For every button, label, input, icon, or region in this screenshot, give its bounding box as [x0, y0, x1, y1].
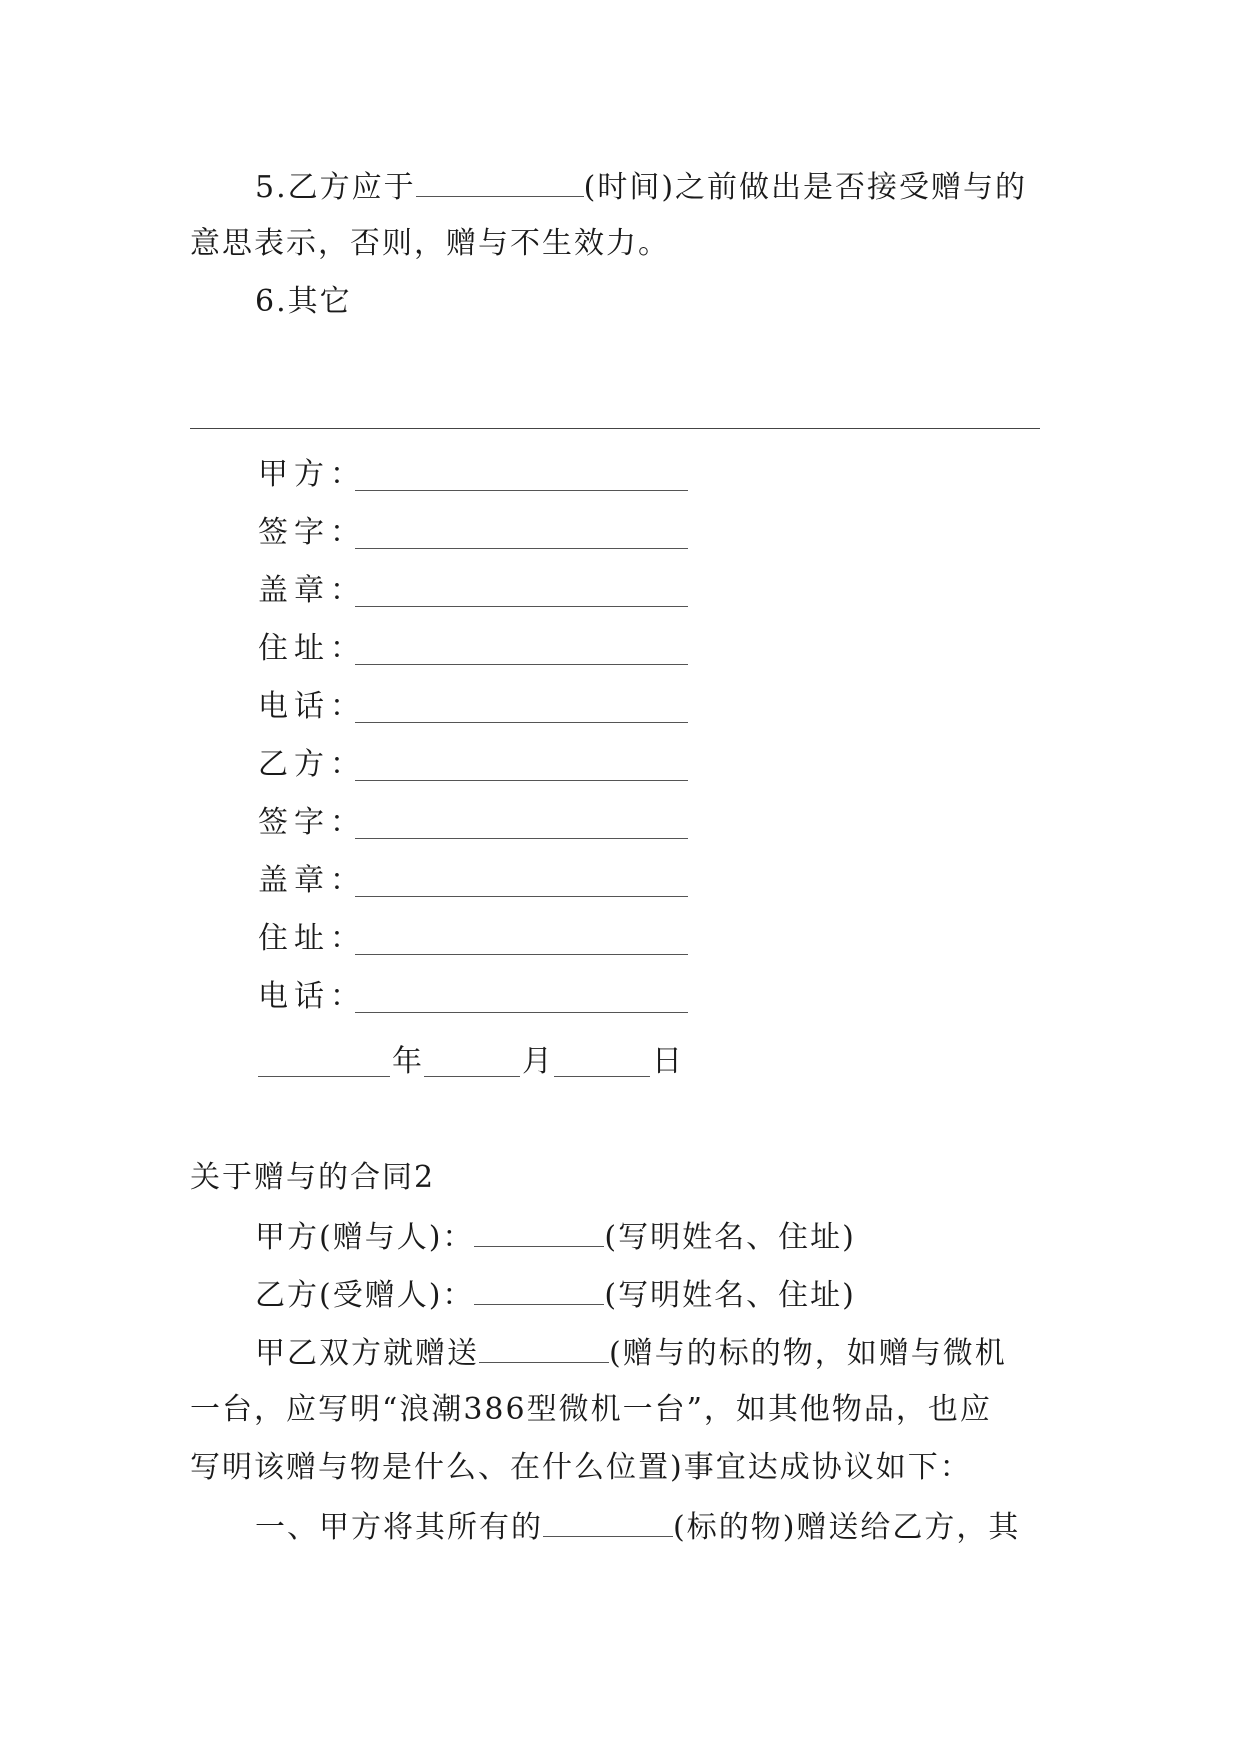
clause-5-suffix: (时间)之前做出是否接受赠与的	[583, 170, 1028, 205]
field-blank[interactable]	[355, 722, 688, 723]
field-label: 签字：	[258, 805, 366, 840]
signature-field-row	[258, 745, 858, 803]
clause-6: 6.其它	[255, 284, 352, 319]
party-b-blank[interactable]	[474, 1274, 604, 1305]
intro-prefix: 甲乙双方就赠送	[255, 1336, 479, 1371]
clause-1-suffix: (标的物)赠送给乙方，其	[673, 1510, 1021, 1545]
intro-line-3: 写明该赠与物是什么、在什么位置)事宜达成协议如下：	[190, 1450, 972, 1485]
field-label: 住址：	[258, 631, 366, 666]
party-b-line	[255, 1274, 856, 1316]
intro-line-1	[255, 1332, 1007, 1374]
clause-5-line-2: 意思表示，否则，赠与不生效力。	[190, 226, 670, 261]
field-blank[interactable]	[355, 896, 688, 897]
other-terms-line[interactable]	[190, 428, 1040, 429]
signature-field-row	[258, 803, 858, 861]
year-blank[interactable]	[258, 1076, 390, 1077]
signature-field-row	[258, 861, 858, 919]
field-blank[interactable]	[355, 1012, 688, 1013]
signature-field-row	[258, 919, 858, 977]
party-a-suffix: (写明姓名、住址)	[604, 1220, 856, 1255]
signature-field-row	[258, 687, 858, 745]
field-blank[interactable]	[355, 548, 688, 549]
field-blank[interactable]	[355, 954, 688, 955]
field-label: 电话：	[258, 689, 366, 724]
party-a-prefix: 甲方(赠与人)：	[255, 1220, 475, 1255]
intro-suffix: (赠与的标的物，如赠与微机	[609, 1336, 1007, 1371]
field-label: 签字：	[258, 515, 366, 550]
party-b-suffix: (写明姓名、住址)	[604, 1278, 856, 1313]
party-b-prefix: 乙方(受赠人)：	[255, 1278, 475, 1313]
signature-field-row	[258, 977, 858, 1035]
party-a-blank[interactable]	[474, 1216, 604, 1247]
month-label: 月	[522, 1044, 552, 1079]
intro-line-2: 一台，应写明“浪潮386型微机一台”，如其他物品，也应	[190, 1392, 992, 1427]
field-blank[interactable]	[355, 490, 688, 491]
signature-field-row	[258, 513, 858, 571]
field-blank[interactable]	[355, 838, 688, 839]
clause-1-line	[255, 1506, 1020, 1548]
year-label: 年	[392, 1044, 422, 1079]
subject-blank[interactable]	[543, 1506, 673, 1537]
contract-2-title: 关于赠与的合同2	[190, 1160, 436, 1195]
field-blank[interactable]	[355, 780, 688, 781]
month-blank[interactable]	[424, 1076, 520, 1077]
signature-field-row	[258, 629, 858, 687]
field-label: 乙方：	[258, 747, 366, 782]
field-label: 甲方：	[258, 457, 366, 492]
field-label: 住址：	[258, 921, 366, 956]
field-label: 盖章：	[258, 573, 366, 608]
field-label: 盖章：	[258, 863, 366, 898]
field-blank[interactable]	[355, 664, 688, 665]
signature-field-row	[258, 455, 858, 513]
day-label: 日	[652, 1044, 682, 1079]
signature-fields	[258, 455, 858, 1035]
signature-field-row	[258, 571, 858, 629]
field-blank[interactable]	[355, 606, 688, 607]
time-blank[interactable]	[416, 166, 584, 197]
clause-1-prefix: 一、甲方将其所有的	[255, 1510, 543, 1545]
clause-5-line-1	[255, 166, 1027, 208]
gift-blank[interactable]	[479, 1332, 609, 1363]
day-blank[interactable]	[554, 1076, 650, 1077]
field-label: 电话：	[258, 979, 366, 1014]
clause-5-prefix: 5.乙方应于	[255, 170, 416, 205]
party-a-line	[255, 1216, 856, 1258]
date-line	[258, 1042, 818, 1082]
